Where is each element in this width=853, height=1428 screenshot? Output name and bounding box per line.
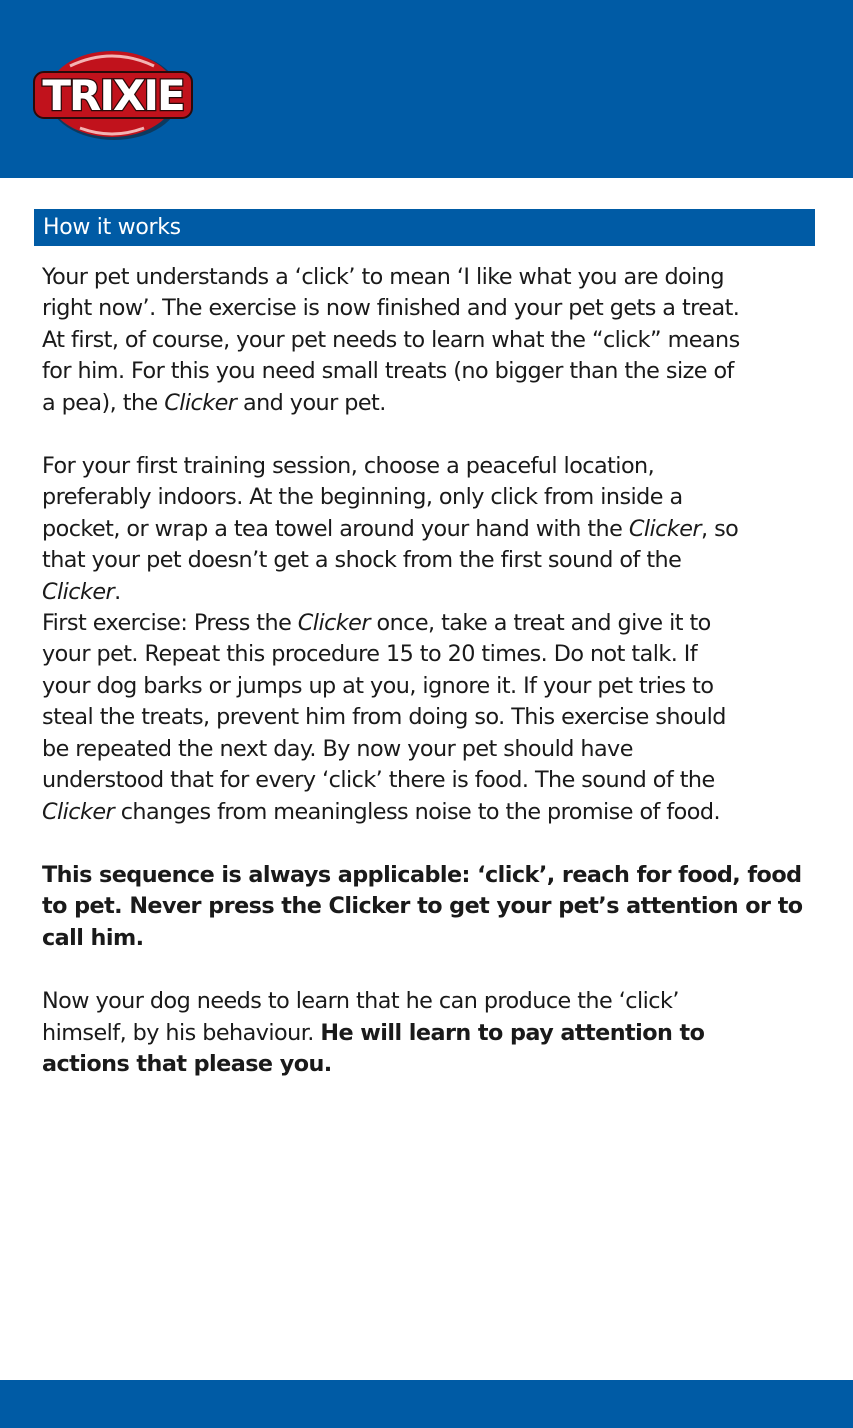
text-segment: a pea), the [42, 389, 165, 416]
text-line [42, 671, 822, 702]
text-line [42, 797, 822, 828]
text-segment: actions that please you. [42, 1050, 332, 1077]
text-segment: He will learn to pay attention to [320, 1019, 705, 1046]
text-line [42, 639, 822, 670]
text-line [42, 545, 822, 576]
text-segment: Clicker [42, 798, 115, 825]
text-line [42, 388, 822, 419]
text-line [42, 1018, 822, 1049]
text-segment: your pet. Repeat this procedure 15 to 20 times. Do not talk. If [42, 641, 698, 668]
text-segment: understood that for every ‘click’ there is food. The sound of the [42, 767, 715, 794]
text-segment: Clicker [164, 389, 237, 416]
text-segment: For your first training session, choose a peaceful location, [42, 453, 655, 480]
text-segment: At first, of course, your pet needs to learn what the “click” means [42, 326, 740, 353]
text-segment: be repeated the next day. By now your pet should have [42, 735, 633, 762]
paragraph [42, 860, 822, 954]
text-segment: Clicker [628, 515, 702, 542]
text-segment: himself, by his behaviour. [42, 1019, 321, 1046]
text-line [42, 765, 822, 796]
text-line [42, 514, 822, 545]
text-line [42, 451, 822, 482]
text-line [42, 577, 822, 608]
text-line [42, 325, 822, 356]
text-segment: Your pet understands a ‘click’ to mean ‘I like what you are doing [42, 264, 724, 290]
text-segment: for him. For this you need small treats (no bigger than the size of [42, 358, 734, 385]
text-segment: once, take a treat and give it to [369, 610, 711, 637]
text-segment: pocket, or wrap a tea towel around your hand with the [42, 515, 629, 542]
text-segment: This sequence is always applicable: ‘click’, reach for food, food [42, 861, 802, 888]
header-banner [0, 0, 853, 178]
svg-text:TRIXIE: TRIXIE [42, 71, 184, 120]
text-line [42, 702, 822, 733]
text-segment: changes from meaningless noise to the promise of food. [114, 798, 720, 825]
text-segment: right now’. The exercise is now finished and your pet gets a treat. [42, 295, 740, 322]
text-segment: Clicker [42, 578, 115, 605]
text-line [42, 608, 822, 639]
paragraph [42, 262, 822, 419]
paragraph [42, 986, 822, 1080]
text-segment: preferably indoors. At the beginning, only click from inside a [42, 484, 683, 511]
section-title: How it works [34, 209, 815, 246]
text-line [42, 860, 822, 891]
text-line [42, 262, 822, 293]
text-segment: , so [701, 515, 739, 542]
text-segment: and your pet. [236, 389, 386, 416]
text-segment: your dog barks or jumps up at you, ignore it. If your pet tries to [42, 672, 714, 699]
text-line [42, 986, 822, 1017]
text-segment: call him. [42, 924, 144, 951]
paragraph [42, 451, 822, 608]
text-segment: First exercise: Press the [42, 610, 298, 637]
text-segment: Now your dog needs to learn that he can produce the ‘click’ [42, 988, 679, 1015]
text-line [42, 923, 822, 954]
paragraph [42, 608, 822, 828]
text-line [42, 734, 822, 765]
text-line [42, 482, 822, 513]
text-segment: steal the treats, prevent him from doing so. This exercise should [42, 704, 726, 731]
text-line [42, 891, 822, 922]
trixie-logo [30, 44, 198, 144]
text-line [42, 1049, 822, 1080]
body-text [42, 262, 822, 1112]
text-line [42, 293, 822, 324]
text-line [42, 356, 822, 387]
footer-bar [0, 1380, 853, 1428]
text-segment: Clicker [297, 610, 370, 637]
text-segment: that your pet doesn’t get a shock from the first sound of the [42, 547, 682, 574]
text-segment: to pet. Never press the Clicker to get your pet’s attention or to [42, 893, 803, 920]
text-segment: . [114, 578, 121, 605]
